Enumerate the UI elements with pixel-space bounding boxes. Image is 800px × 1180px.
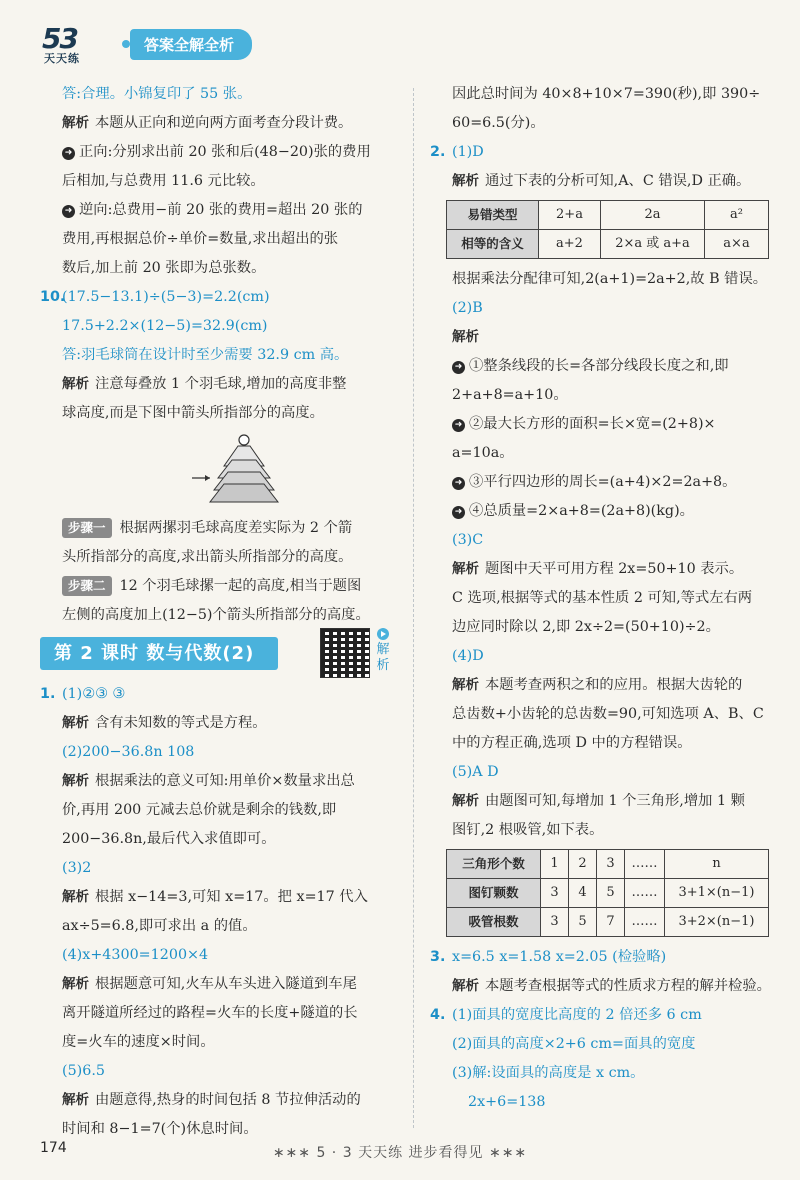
table-cell: …… [625,908,665,937]
table-cell: a+2 [539,230,601,259]
arrow-icon: ➜ [452,419,465,432]
answer-line: (2)B [452,300,483,316]
analysis-tag: 解析 [452,677,479,693]
text-line: 头所指部分的高度,求出箭头所指部分的高度。 [62,549,353,565]
table-cell: 3 [541,908,569,937]
analysis-line: 解析 本题考查两积之和的应用。根据大齿轮的 [452,677,743,693]
logo-number: 53 [42,22,77,55]
text-line: a=10a。 [452,445,514,461]
text-line: 球高度,而是下图中箭头所指部分的高度。 [62,405,324,421]
table-row [447,908,769,937]
footer [0,1136,800,1166]
table-row [447,201,769,230]
table-cell: 7 [597,908,625,937]
shuttlecock-stack-illustration [180,434,300,506]
bullet-line: ➜ 逆向:总费用−前 20 张的费用=超出 20 张的 [40,196,400,225]
step-line: 步骤二 12 个羽毛球摞一起的高度,相当于题图 [40,572,400,601]
answer-line: (3)解:设面具的高度是 x cm。 [452,1065,645,1081]
table-cell: 3 [541,879,569,908]
answer-line: 2x+6=138 [468,1094,546,1110]
analysis-line: 解析 题图中天平可用方程 2x=50+10 表示。 [452,561,744,577]
table-cell: 1 [541,850,569,879]
table-cell: …… [625,850,665,879]
analysis-tag: 解析 [452,561,479,577]
step-badge: 步骤一 [62,518,112,538]
table-cell: a×a [705,230,769,259]
analysis-tag: 解析 [62,773,89,789]
analysis-tag: 解析 [452,978,479,994]
arrow-icon: ➜ [62,147,75,160]
answer-line: 答:羽毛球筒在设计时至少需要 32.9 cm 高。 [62,347,349,363]
table-cell: 3 [597,850,625,879]
play-icon [377,628,389,640]
error-type-table [446,200,769,259]
analysis-line: 解析 含有未知数的等式是方程。 [62,715,267,731]
analysis-line: 解析 本题从正向和逆向两方面考查分段计费。 [62,115,353,131]
text-line: 时间和 8−1=7(个)休息时间。 [62,1121,258,1137]
header [40,22,252,66]
question-4: 4. (1)面具的宽度比高度的 2 倍还多 6 cm [430,1001,790,1030]
table-cell: 5 [597,879,625,908]
right-column [430,80,790,1117]
question-number: 1. [40,686,56,702]
table-header-cell: 相等的含义 [447,230,539,259]
qr-code[interactable] [320,628,370,678]
column-divider [413,88,414,1128]
text-line: 度=火车的速度×时间。 [62,1034,215,1050]
bullet-line: ➜ ③平行四边形的周长=(a+4)×2=2a+8。 [430,468,790,497]
table-header-cell: 易错类型 [447,201,539,230]
answer-line: (4)D [452,648,484,664]
text-line: 2+a+8=a+10。 [452,387,568,403]
answer-line: (3)2 [62,860,92,876]
text-line: 总齿数+小齿轮的总齿数=90,可知选项 A、B、C [452,706,764,722]
table-cell: …… [625,879,665,908]
step-line: 步骤一 根据两摞羽毛球高度差实际为 2 个箭 [40,514,400,543]
page-number: 174 [40,1140,67,1156]
text-line: 因此总时间为 40×8+10×7=390(秒),即 390÷ [452,86,761,102]
answer-line: (4)x+4300=1200×4 [62,947,209,963]
text-line: 根据乘法分配律可知,2(a+1)=2a+2,故 B 错误。 [452,271,768,287]
arrow-icon: ➜ [452,477,465,490]
table-cell: n [665,850,769,879]
triangle-pattern-table [446,849,769,937]
text-line: 价,再用 200 元减去总价就是剩余的钱数,即 [62,802,337,818]
analysis-tag: 解析 [452,173,479,189]
table-cell: 3+1×(n−1) [665,879,769,908]
question-3: 3. x=6.5 x=1.58 x=2.05 (检验略) [430,943,790,972]
analysis-tag: 解析 [62,976,89,992]
bullet-line: ➜ ②最大长方形的面积=长×宽=(2+8)× [430,410,790,439]
analysis-tag: 解析 [62,376,89,392]
table-header-cell: 图钉颗数 [447,879,541,908]
answer-line: 答:合理。小锦复印了 55 张。 [62,86,252,102]
analysis-line: 解析 通过下表的分析可知,A、C 错误,D 正确。 [452,173,751,189]
text-line: 中的方程正确,选项 D 中的方程错误。 [452,735,692,751]
question-number: 2. [430,144,446,160]
text-line: 图钉,2 根吸管,如下表。 [452,822,604,838]
analysis-line: 解析 根据题意可知,火车从车头进入隧道到车尾 [62,976,357,992]
question-2: 2. (1)D [430,138,790,167]
arrow-icon: ➜ [62,205,75,218]
answer-line: (3)C [452,532,484,548]
section-badge: 答案全解全析 [130,29,252,60]
table-cell: 2a [601,201,705,230]
video-analysis-link[interactable]: 解析 [374,628,392,674]
text-line: 200−36.8n,最后代入求值即可。 [62,831,276,847]
table-row [447,850,769,879]
text-line: 左侧的高度加上(12−5)个箭头所指部分的高度。 [62,607,370,623]
table-cell: a² [705,201,769,230]
arrow-icon: ➜ [452,506,465,519]
analysis-line: 解析 根据 x−14=3,可知 x=17。把 x=17 代入 [62,889,368,905]
analysis-line [430,323,790,352]
bullet-line: ➜ 正向:分别求出前 20 张和后(48−20)张的费用 [40,138,400,167]
analysis-line: 解析 本题考查根据等式的性质求方程的解并检验。 [452,978,771,994]
question-number: 10. [40,289,66,305]
answer-line: (2)200−36.8n 108 [62,744,195,760]
arrow-icon: ➜ [452,361,465,374]
table-cell: 2×a 或 a+a [601,230,705,259]
analysis-tag: 解析 [452,793,479,809]
analysis-line: 解析 由题意得,热身的时间包括 8 节拉伸活动的 [62,1092,361,1108]
logo-text: 天天练 [44,52,80,65]
analysis-line: 解析 根据乘法的意义可知:用单价×数量求出总 [62,773,355,789]
brand-logo [40,22,94,66]
table-row [447,230,769,259]
table-cell: 5 [569,908,597,937]
text-line: 边应同时除以 2,即 2x÷2=(50+10)÷2。 [452,619,720,635]
lesson-heading [40,636,400,673]
answer-line: (2)面具的高度×2+6 cm=面具的宽度 [452,1036,696,1052]
text-line: ax÷5=6.8,即可求出 a 的值。 [62,918,257,934]
table-header-cell: 吸管根数 [447,908,541,937]
text-line: 后相加,与总费用 11.6 元比较。 [62,173,265,189]
analysis-tag: 解析 [62,115,89,131]
table-cell: 2 [569,850,597,879]
question-number: 4. [430,1007,446,1023]
question-1: 1. (1)②③ ③ [40,680,400,709]
table-cell: 3+2×(n−1) [665,908,769,937]
analysis-tag: 解析 [452,329,479,345]
analysis-tag: 解析 [62,1092,89,1108]
footer-slogan: ∗∗∗ 5 · 3 天天练 进步看得见 ∗∗∗ [272,1145,528,1161]
text-line: 60=6.5(分)。 [452,115,545,131]
answer-line: (5)A D [452,764,499,780]
question-10: 10.(17.5−13.1)÷(5−3)=2.2(cm) [40,283,400,312]
text-line: 离开隧道所经过的路程=火车的长度+隧道的长 [62,1005,358,1021]
step-badge: 步骤二 [62,576,112,596]
bullet-line: ➜ ①整条线段的长=各部分线段长度之和,即 [430,352,790,381]
table-row [447,879,769,908]
analysis-line: 解析 由题图可知,每增加 1 个三角形,增加 1 颗 [452,793,745,809]
text-line: C 选项,根据等式的基本性质 2 可知,等式左右两 [452,590,753,606]
analysis-tag: 解析 [62,889,89,905]
left-column [40,80,400,1144]
bullet-line: ➜ ④总质量=2×a+8=(2a+8)(kg)。 [430,497,790,526]
answer-line: (5)6.5 [62,1063,105,1079]
lesson-title: 第 2 课时 数与代数(2) [40,637,278,670]
analysis-tag: 解析 [62,715,89,731]
text-line: 数后,加上前 20 张即为总张数。 [62,260,266,276]
table-cell: 2+a [539,201,601,230]
answer-line: 17.5+2.2×(12−5)=32.9(cm) [62,318,268,334]
analysis-line: 解析 注意每叠放 1 个羽毛球,增加的高度非整 [62,376,347,392]
table-header-cell: 三角形个数 [447,850,541,879]
question-number: 3. [430,949,446,965]
table-cell: 4 [569,879,597,908]
text-line: 费用,再根据总价÷单价=数量,求出超出的张 [62,231,339,247]
